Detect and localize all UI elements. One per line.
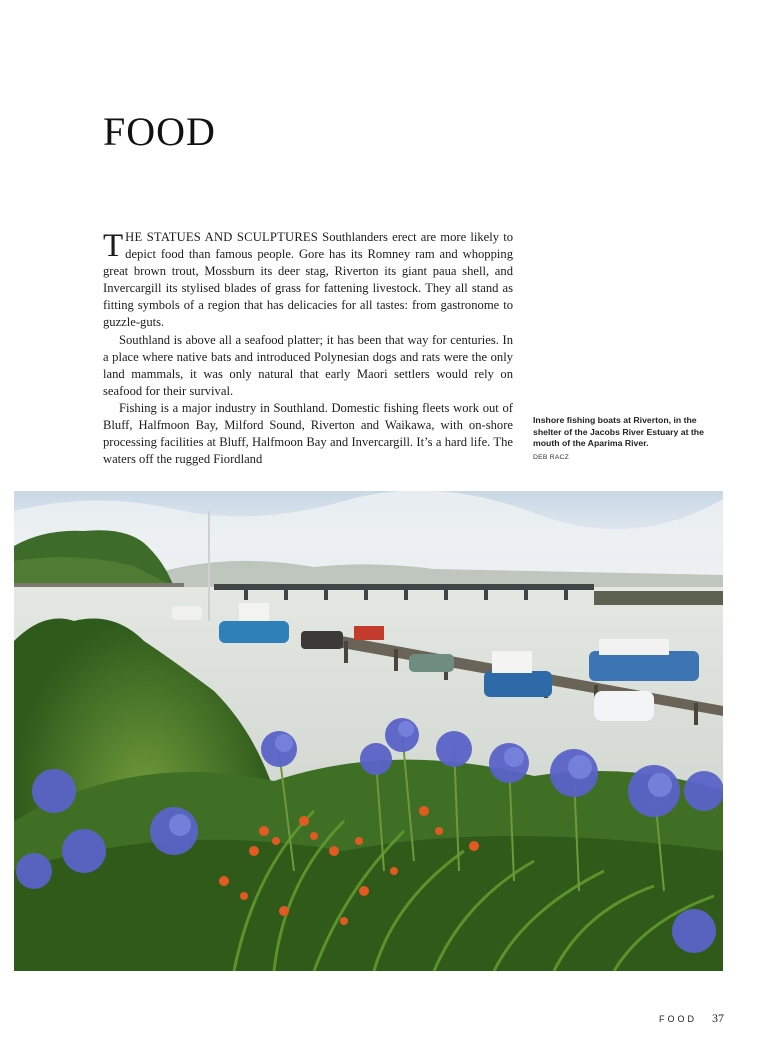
paragraph-2: Southland is above all a seafood platter; it has been that way for centuries. In a place where native bats and introduced Polynesian dogs and rats were the only land mammals, it was only natural that early Maori settlers would rely on seafood for their survival. [103, 332, 513, 398]
photo-credit: DEB RACZ [533, 454, 569, 461]
paragraph-1-text: Southlanders erect are more likely to depict food than famous people. Gore has its Romney ram and whopping great brown trout, Mossburn its deer stag, Riverton its giant paua shell, and Invercargill its stylised blades of grass for fattening livestock. They all stand as fitting symbols of a region that has delicacies for all tastes: from gastronome to guzzle-guts. [103, 230, 513, 330]
article-body [103, 229, 513, 468]
drop-cap: T [103, 228, 124, 264]
footer-section-label: FOOD [659, 1014, 697, 1024]
photo-caption: Inshore fishing boats at Riverton, in the shelter of the Jacobs River Estuary at the mouth of the Aparima River. [533, 415, 704, 449]
paragraph-3: Fishing is a major industry in Southland. Domestic fishing fleets work out of Bluff, Halfmoon Bay, Milford Sound, Riverton and Waikawa, with on-shore processing facilities at Bluff, Halfmoon Bay and Invercargill. It’s a hard life. The waters off the rugged Fiordland [103, 400, 513, 467]
lead-in-caps: HE STATUES AND SCULPTURES [125, 230, 319, 244]
page-footer [659, 1011, 724, 1026]
paragraph-1 [103, 229, 513, 332]
page-title: FOOD [103, 109, 216, 154]
harbour-photo [14, 491, 723, 971]
page-number: 37 [712, 1011, 724, 1025]
